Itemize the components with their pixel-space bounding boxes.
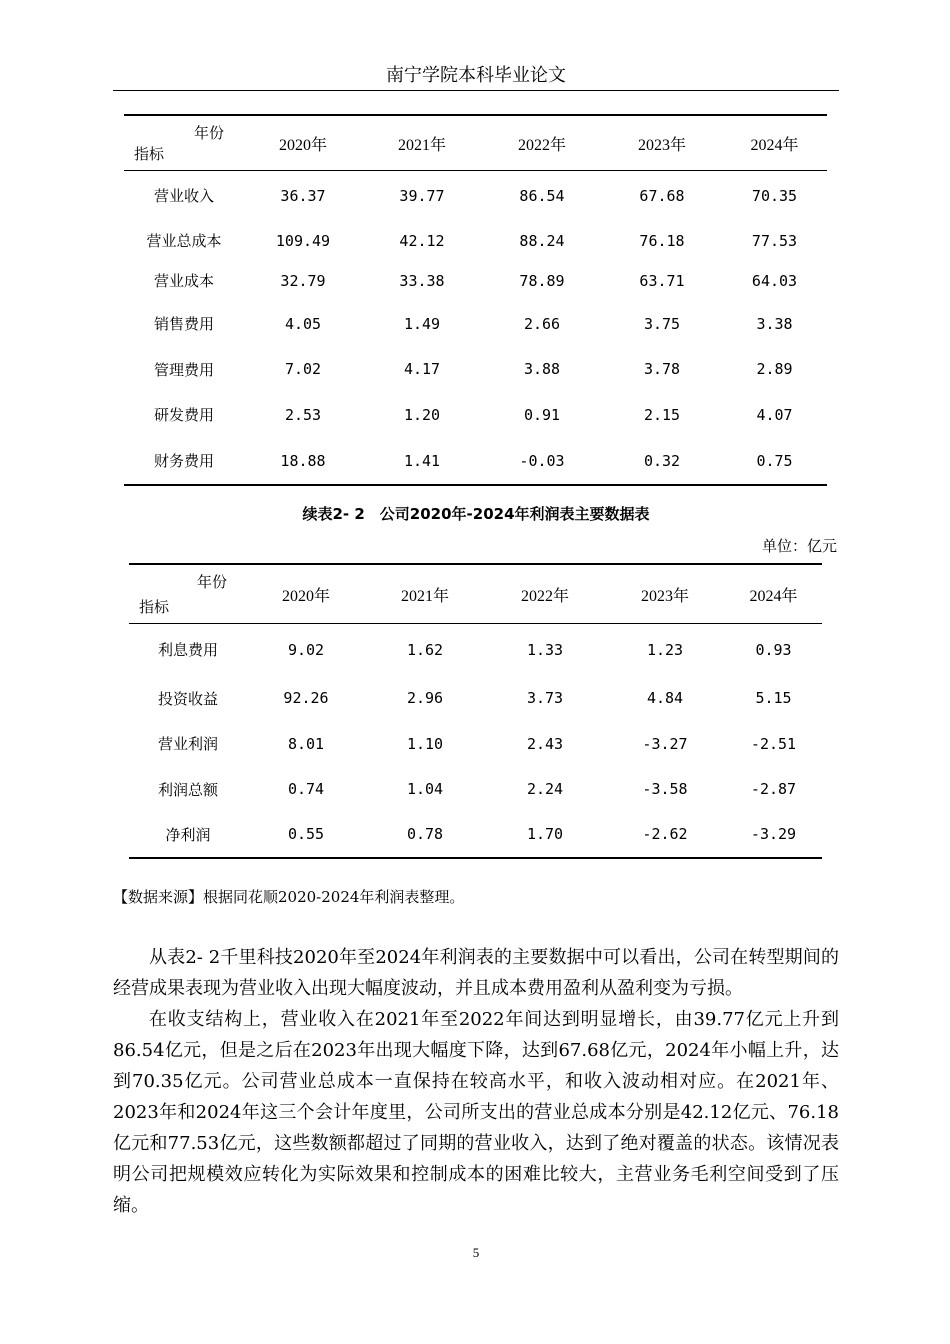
cell-value: 1.49: [403, 314, 441, 333]
table-row: [129, 767, 822, 812]
page-number: 5: [472, 1245, 480, 1260]
cell-value: 1.70: [526, 825, 564, 843]
year-header: 2021年: [365, 564, 485, 624]
table-row: [124, 392, 827, 438]
cell-value: 77.53: [751, 231, 798, 250]
cell-value: 3.88: [523, 360, 561, 378]
cell-value: 2.96: [406, 689, 444, 707]
row-label: 净利润: [165, 825, 211, 844]
table-row: [124, 171, 827, 221]
cell-value: 5.15: [755, 689, 792, 707]
profit-table-part1: [124, 114, 827, 486]
cell-value: 2.66: [523, 314, 561, 333]
cell-value: 1.62: [406, 640, 444, 659]
cell-value: -2.62: [642, 825, 688, 843]
year-header: 2023年: [602, 115, 722, 171]
cell-value: 1.10: [406, 734, 444, 753]
cell-value: 64.03: [751, 271, 798, 290]
cell-value: 76.18: [639, 231, 685, 250]
cell-value: 0.91: [523, 405, 561, 424]
cell-value: 2.89: [756, 360, 793, 378]
cell-value: 3.78: [643, 360, 681, 378]
data-source-note: 【数据来源】根据同花顺2020-2024年利润表整理。: [113, 888, 465, 906]
cell-value: 2.43: [526, 734, 564, 753]
corner-cell: [124, 115, 244, 171]
cell-value: 2.53: [284, 405, 322, 424]
table-row: [124, 438, 827, 485]
cell-value: 1.20: [403, 405, 441, 424]
header-rule: [113, 90, 839, 91]
corner-indicator-label: 指标: [139, 598, 170, 616]
cell-value: -3.58: [642, 780, 688, 798]
corner-cell: [129, 564, 247, 624]
page-header: 南宁学院本科毕业论文: [386, 65, 566, 86]
corner-year-label: 年份: [193, 124, 224, 142]
cell-value: 3.75: [643, 314, 681, 333]
cell-value: 42.12: [399, 231, 445, 250]
year-header: 2024年: [725, 564, 822, 624]
cell-value: 67.68: [639, 186, 685, 205]
cell-value: 32.79: [280, 271, 326, 290]
table-row: [124, 301, 827, 347]
year-header: 2021年: [362, 115, 482, 171]
table-row: [124, 221, 827, 261]
cell-value: 0.93: [755, 640, 792, 659]
table-row: [124, 261, 827, 301]
row-label: 财务费用: [153, 452, 214, 470]
row-label: 营业利润: [157, 735, 218, 753]
row-label: 销售费用: [153, 315, 214, 333]
cell-value: 0.78: [406, 825, 444, 843]
cell-value: 63.71: [639, 271, 685, 290]
year-header: 2022年: [485, 564, 605, 624]
body-paragraph: 在收支结构上，营业收入在2021年至2022年间达到明显增长，由39.77亿元上升到86.54亿元，但是之后在2023年出现大幅度下降，达到67.68亿元，2024年小幅上升，达到70.35亿元。公司营业总成本一直保持在较高水平，和收入波动相对应。在2021年、2023年和2024年这三个会计年度里，公司所支出的营业总成本分别是42.12亿元、76.18亿元和77.53亿元，这些数额都超过了同期的营业收入，达到了绝对覆盖的状态。该情况表明公司把规模效应转化为实际效果和控制成本的困难比较大，主营业务毛利空间受到了压缩。: [113, 1009, 839, 1216]
cell-value: 86.54: [519, 186, 565, 205]
cell-value: 1.23: [646, 640, 684, 659]
cell-value: 109.49: [275, 231, 331, 250]
cell-value: -3.29: [750, 825, 797, 843]
cell-value: -2.51: [750, 734, 797, 753]
cell-value: 3.38: [756, 314, 793, 333]
cell-value: 4.07: [756, 405, 793, 424]
table-row: [129, 624, 822, 676]
cell-value: 0.75: [756, 451, 793, 470]
row-label: 利息费用: [157, 641, 218, 660]
table-row: [129, 812, 822, 858]
row-label: 营业总成本: [146, 232, 222, 250]
year-header: 2023年: [605, 564, 725, 624]
table-row: [124, 347, 827, 392]
cell-value: 36.37: [280, 186, 326, 205]
cell-value: 0.74: [287, 780, 325, 798]
table-header-row: [129, 564, 822, 624]
cell-value: 78.89: [519, 271, 565, 290]
year-header: 2022年: [482, 115, 602, 171]
cell-value: 70.35: [751, 186, 798, 205]
year-header: 2020年: [247, 564, 365, 624]
corner-year-label: 年份: [196, 573, 227, 591]
cell-value: 2.24: [526, 780, 564, 798]
cell-value: 7.02: [284, 360, 322, 378]
cell-value: 88.24: [519, 231, 565, 250]
cell-value: 0.32: [643, 451, 681, 470]
row-label: 管理费用: [153, 360, 214, 379]
cell-value: 92.26: [283, 689, 329, 707]
cell-value: 39.77: [399, 186, 445, 205]
cell-value: 2.15: [643, 405, 681, 424]
row-label: 研发费用: [153, 406, 214, 424]
cell-value: -3.27: [642, 734, 688, 753]
unit-label: 单位：亿元: [761, 537, 837, 555]
row-label: 利润总额: [157, 780, 218, 799]
cell-value: 33.38: [399, 271, 445, 290]
cell-value: 9.02: [287, 640, 325, 659]
corner-indicator-label: 指标: [134, 145, 165, 163]
body-paragraph: 从表2- 2千里科技2020年至2024年利润表的主要数据中可以看出，公司在转型期间的经营成果表现为营业收入出现大幅度波动，并且成本费用盈利从盈利变为亏损。: [113, 947, 839, 999]
profit-table-part2: [129, 563, 822, 859]
cell-value: 8.01: [287, 734, 325, 753]
cell-value: 4.17: [403, 360, 441, 378]
year-header: 2024年: [722, 115, 827, 171]
table-header-row: [124, 115, 827, 171]
row-label: 营业成本: [153, 272, 214, 290]
cell-value: 18.88: [280, 451, 326, 470]
cell-value: 1.33: [526, 640, 564, 659]
cell-value: -2.87: [750, 780, 797, 798]
cell-value: 1.04: [406, 780, 444, 798]
cell-value: 4.84: [646, 689, 684, 707]
table-row: [129, 676, 822, 721]
row-label: 营业收入: [153, 187, 214, 206]
cell-value: 1.41: [403, 451, 441, 470]
cell-value: 0.55: [287, 825, 325, 843]
table-row: [129, 721, 822, 767]
cell-value: 3.73: [526, 689, 564, 707]
year-header: 2020年: [244, 115, 362, 171]
table-caption: 续表2- 2 公司2020年-2024年利润表主要数据表: [302, 505, 650, 523]
cell-value: -0.03: [519, 451, 565, 470]
cell-value: 4.05: [284, 314, 322, 333]
row-label: 投资收益: [157, 689, 218, 708]
